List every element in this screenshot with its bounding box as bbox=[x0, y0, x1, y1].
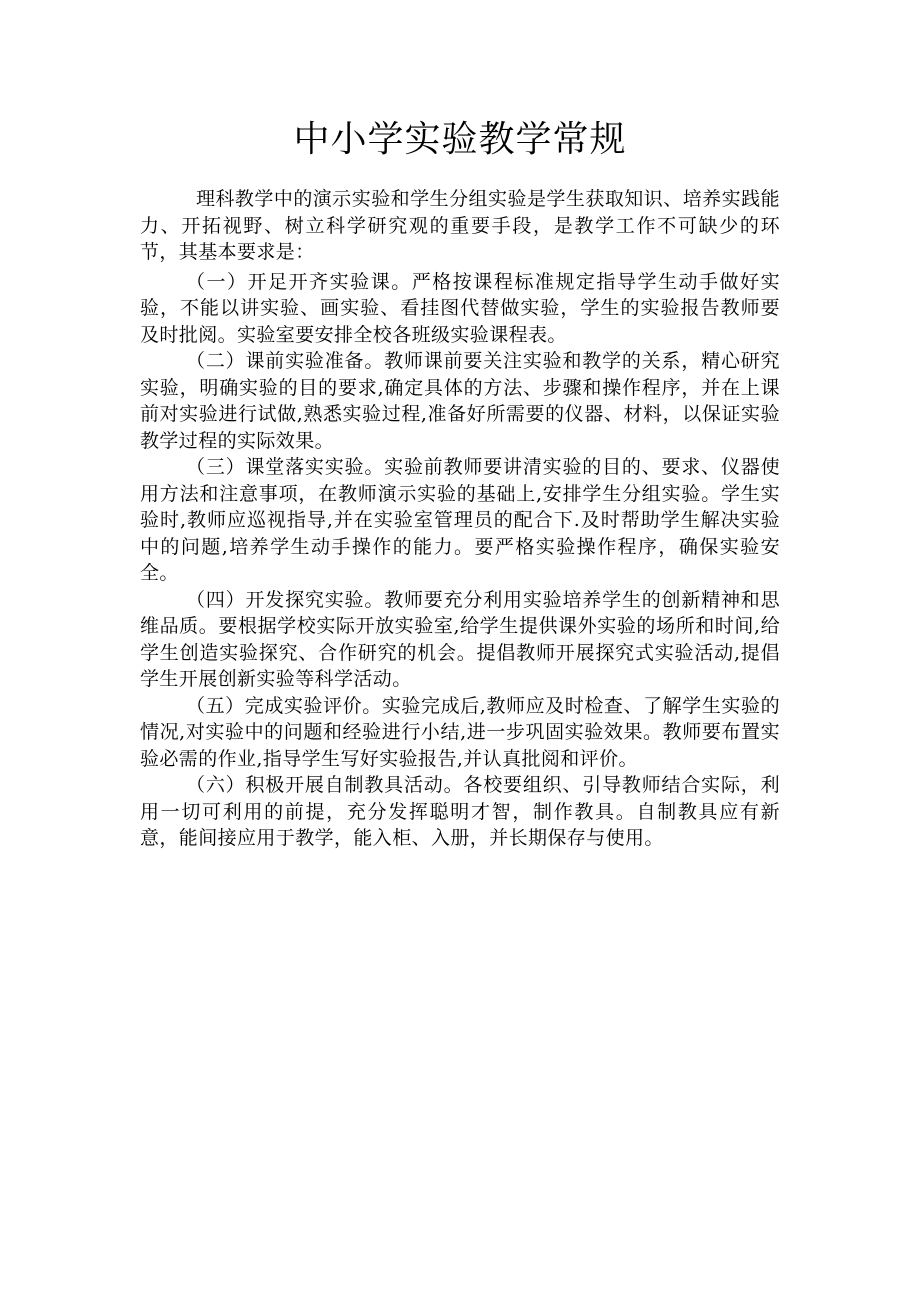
intro-paragraph: 理科教学中的演示实验和学生分组实验是学生获取知识、培养实践能力、开拓视野、树立科学研究观的重要手段，是教学工作不可缺少的环节，其基本要求是： bbox=[140, 188, 780, 263]
requirement-item-1: （一）开足开齐实验课。严格按课程标准规定指导学生动手做好实验，不能以讲实验、画实验、看挂图代替做实验，学生的实验报告教师要及时批阅。实验室要安排全校各班级实验课程表。 bbox=[140, 270, 780, 346]
requirement-item-6: （六）积极开展自制教具活动。各校要组织、引导教师结合实际，利用一切可利用的前提，充分发挥聪明才智，制作教具。自制教具应有新意，能间接应用于教学，能入柜、入册，并长期保存与使用。 bbox=[140, 774, 780, 849]
requirement-item-2: （二）课前实验准备。教师课前要关注实验和教学的关系，精心研究实验，明确实验的目的要求,确定具体的方法、步骤和操作程序，并在上课前对实验进行试做,熟悉实验过程,准备好所需要的仪器、材料，以保证实验教学过程的实际效果。 bbox=[140, 350, 780, 452]
requirement-item-5: （五）完成实验评价。实验完成后,教师应及时检查、了解学生实验的情况,对实验中的问题和经验进行小结,进一步巩固实验效果。教师要布置实验必需的作业,指导学生写好实验报告,并认真批阅和评价。 bbox=[140, 694, 780, 770]
document-title: 中小学实验教学常规 bbox=[293, 119, 627, 160]
document-body bbox=[140, 186, 780, 852]
requirement-item-3: （三）课堂落实实验。实验前教师要讲清实验的目的、要求、仪器使用方法和注意事项，在教师演示实验的基础上,安排学生分组实验。学生实验时,教师应巡视指导,并在实验室管理员的配合下.及时帮助学生解决实验中的问题,培养学生动手操作的能力。要严格实验操作程序，确保实验安全。 bbox=[140, 456, 780, 584]
requirement-item-4: （四）开发探究实验。教师要充分利用实验培养学生的创新精神和思维品质。要根据学校实际开放实验室,给学生提供课外实验的场所和时间,给学生创造实验探究、合作研究的机会。提倡教师开展探究式实验活动,提倡学生开展创新实验等科学活动。 bbox=[140, 588, 780, 690]
